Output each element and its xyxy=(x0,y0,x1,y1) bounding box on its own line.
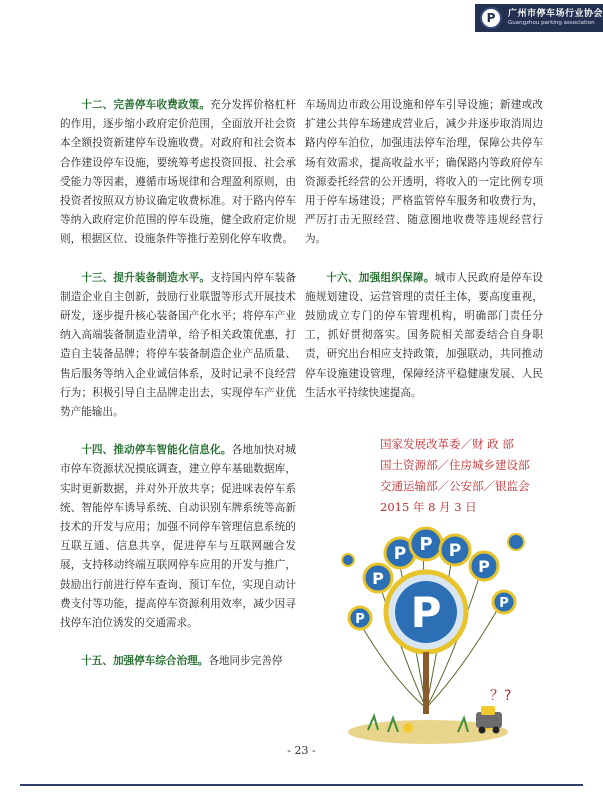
svg-text:P: P xyxy=(372,569,384,588)
paragraph-15-continued xyxy=(305,96,543,250)
section-heading: 十二、完善停车收费政策。 xyxy=(81,99,211,111)
svg-text:P: P xyxy=(393,544,407,564)
svg-text:P: P xyxy=(419,534,433,555)
signature-line-2: 国土资源部／住房城乡建设部 xyxy=(380,458,530,472)
question-marks-icon: ？? xyxy=(490,688,512,704)
section-heading: 十五、加强停车综合治理。 xyxy=(81,655,209,668)
footer-divider xyxy=(20,784,583,786)
section-heading: 十六、加强组织保障。 xyxy=(326,271,435,284)
right-column xyxy=(305,96,543,403)
section-body: 城市人民政府是停车设施规划建设、运营管理的责任主体，要高度重视，鼓励成立专门的停车管理机构，明确部门责任分工，抓好贯彻落实。国务院相关部委结合自身职责，研究出台相应支持政策，加强联动，共同推动停车设施建设管理，保障经济平稳健康发展、人民生活水平持续快速提高。 xyxy=(305,271,544,399)
svg-text:P: P xyxy=(355,612,365,627)
header-org-name: 广州市停车场行业协会 xyxy=(508,8,603,19)
section-body: 各地同步完善停 xyxy=(208,655,283,668)
paragraph-15 xyxy=(60,652,296,671)
svg-text:P: P xyxy=(410,588,442,637)
section-heading: 十三、提升装备制造水平。 xyxy=(81,271,211,284)
sign-pole-icon xyxy=(423,652,429,714)
parking-logo-icon: P xyxy=(480,7,502,29)
svg-text:P: P xyxy=(478,557,490,576)
signature-date: 2015 年 8 月 3 日 xyxy=(380,500,477,514)
section-body: 各地加快对城市停车资源状况摸底调查，建立停车基础数据库，实时更新数据，并对外开放共享；促进咪表停车系统、智能停车诱导系统、自动识别车牌系统等高新技术的开发与应用；加强不同停车管理信息系统的互联互通、信息共享，促进停车与互联网融合发展，支持移动终端互联网停车应用的开发与推广，鼓励出行前进行停车查询、预订车位，实现自动计费支付等功能，提高停车资源利用效率，减少因寻找停车泊位诱发的交通需求。 xyxy=(60,444,297,630)
section-body: 充分发挥价格杠杆的作用，逐步缩小政府定价范围，全面放开社会资本全额投资新建停车设施收费。对政府和社会资本合作建设停车设施，要统筹考虑投资回报、社会承受能力等因素，遵循市场规律和合理盈利原则，由投资者按照双方协议确定收费标准。对于路内停车等纳入政府定价范围的停车设施，健全政府定价规则，根据区位、设施条件等推行差别化停车收费。 xyxy=(60,99,297,246)
header-org-name-en: Guangzhou parking association xyxy=(508,19,595,26)
parking-balloons-illustration xyxy=(338,520,528,750)
paragraph-13 xyxy=(60,269,296,423)
big-parking-balloon-icon xyxy=(386,572,466,652)
svg-text:P: P xyxy=(499,596,509,611)
header-badge xyxy=(475,4,603,32)
signature-line-1: 国家发展改革委／财 政 部 xyxy=(380,437,514,451)
section-heading: 十四、推动停车智能化信息化。 xyxy=(81,444,232,457)
paragraph-16 xyxy=(305,269,543,403)
page-number: - 23 - xyxy=(287,744,316,757)
section-body: 支持国内停车装备制造企业自主创新，鼓励行业联盟等形式开展技术研发，逐步提升核心装备国产化水平；将停车产业纳入高端装备制造业清单，给予相关政策优惠，打造自主装备品牌；将停车装备制造企业产品质量、售后服务等纳入企业诚信体系，及时记录不良经营行为；积极引导自主品牌走出去，实现停车产业优势产能输出。 xyxy=(60,271,297,419)
left-column xyxy=(60,96,296,671)
svg-text:P: P xyxy=(448,541,462,561)
paragraph-14 xyxy=(60,441,296,633)
signature-block xyxy=(380,434,580,518)
header-text xyxy=(508,10,603,27)
section-body: 车场周边市政公用设施和停车引导设施；新建或改扩建公共停车场建成营业后，减少并逐步取消周边路内停车泊位，加强违法停车治理，保障公共停车场有效需求，提高收益水平；确保路内等政府停车资源委托经营的公开透明，将收入的一定比例专项用于停车场建设；严格监管停车服务和收费行为，严厉打击无照经营、随意圈地收费等违规经营行为。 xyxy=(305,99,543,246)
signature-line-3: 交通运输部／公安部／银监会 xyxy=(380,479,530,493)
paragraph-12 xyxy=(60,96,296,250)
